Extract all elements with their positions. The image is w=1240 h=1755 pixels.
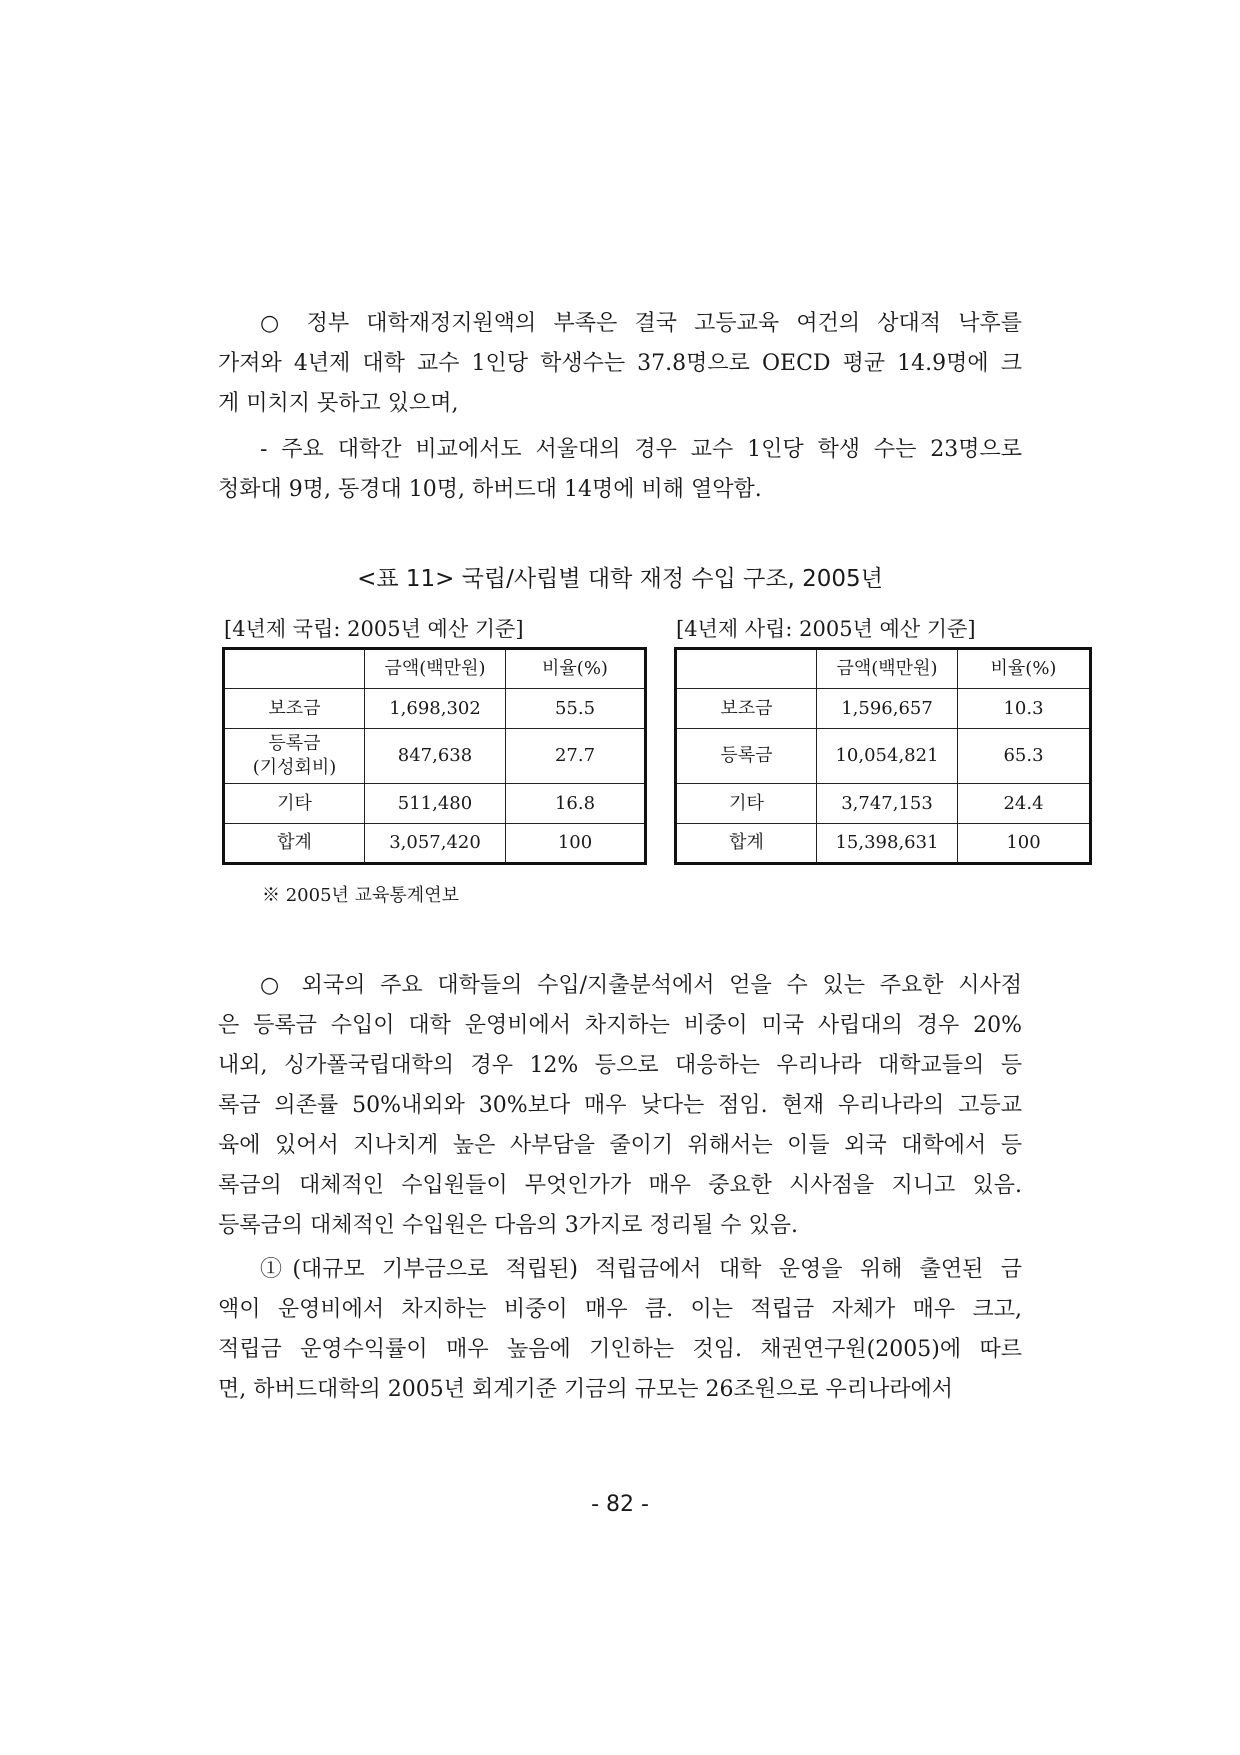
header-cell [224,649,365,689]
text-line: 가져와 4년제 대학 교수 1인당 학생수는 37.8명으로 OECD 평균 14.9명에 크 [218,351,1022,376]
text-line: 등록금의 대체적인 수입원은 다음의 3가지로 정리될 수 있음. [218,1213,798,1238]
text-line: 면, 하버드대학의 2005년 회계기준 기금의 규모는 26조원으로 우리나라에서 [218,1377,953,1402]
row-label: 등록금 [676,729,817,784]
amount-cell: 1,596,657 [817,689,958,729]
row-label: 합계 [224,824,365,864]
ratio-cell: 16.8 [506,784,646,824]
amount-cell: 847,638 [365,729,506,784]
text-line: ○ 외국의 주요 대학들의 수입/지출분석에서 얻을 수 있는 주요한 시사점 [260,973,1022,998]
table-caption: <표 11> 국립/사립별 대학 재정 수입 구조, 2005년 [357,566,883,592]
row-label-main: 등록금 [268,733,321,754]
text-line: 게 미치지 못하고 있으며, [218,391,459,416]
row-label-sub: (기성회비) [252,757,337,778]
amount-cell: 511,480 [365,784,506,824]
text-line: 록금 의존률 50%내외와 30%보다 매우 낮다는 점임. 현재 우리나라의 고등교 [218,1093,1022,1118]
table-header-row [224,649,646,689]
row-label: 보조금 [224,689,365,729]
text-line: - 주요 대학간 비교에서도 서울대의 경우 교수 1인당 학생 수는 23명으로 [260,437,1022,462]
row-label: 기타 [224,784,365,824]
table-private [674,647,1092,865]
table-row [224,824,646,864]
amount-cell: 3,057,420 [365,824,506,864]
paragraph-1 [218,304,1022,424]
header-cell [676,649,817,689]
ratio-cell: 100 [958,824,1091,864]
table-row [676,824,1091,864]
table-national [222,647,647,865]
text-line: 적립금 운영수익률이 매우 높음에 기인하는 것임. 채권연구원(2005)에 따르 [218,1337,1022,1362]
page-number: - 82 - [591,1492,649,1517]
text-line: 청화대 9명, 동경대 10명, 하버드대 14명에 비해 열악함. [218,477,762,502]
source-note: ※ 2005년 교육통계연보 [262,885,459,906]
row-label: 기타 [676,784,817,824]
table-left-subcaption: [4년제 국립: 2005년 예산 기준] [224,617,524,641]
ratio-cell: 24.4 [958,784,1091,824]
text-line: 액이 운영비에서 차지하는 비중이 매우 큼. 이는 적립금 자체가 매우 크고, [218,1297,1022,1322]
ratio-cell: 55.5 [506,689,646,729]
paragraph-3 [218,966,1022,1246]
table-row [676,689,1091,729]
ratio-cell: 10.3 [958,689,1091,729]
text-line: ○ 정부 대학재정지원액의 부족은 결국 고등교육 여건의 상대적 낙후를 [260,311,1022,336]
paragraph-4 [218,1250,1022,1410]
amount-cell: 1,698,302 [365,689,506,729]
row-label: 합계 [676,824,817,864]
ratio-cell: 65.3 [958,729,1091,784]
header-cell: 금액(백만원) [817,649,958,689]
text-line: ①(대규모 기부금으로 적립된) 적립금에서 대학 운영을 위해 출연된 금 [260,1257,1022,1282]
amount-cell: 3,747,153 [817,784,958,824]
text-line: 내외, 싱가폴국립대학의 경우 12% 등으로 대응하는 우리나라 대학교들의 등 [218,1053,1022,1078]
header-cell: 금액(백만원) [365,649,506,689]
amount-cell: 15,398,631 [817,824,958,864]
text-line: 록금의 대체적인 수입원들이 무엇인가가 매우 중요한 시사점을 지니고 있음. [218,1173,1022,1198]
row-label: 보조금 [676,689,817,729]
header-cell: 비율(%) [958,649,1091,689]
table-row [676,729,1091,784]
text-line: 은 등록금 수입이 대학 운영비에서 차지하는 비중이 미국 사립대의 경우 20% [218,1013,1022,1038]
header-cell: 비율(%) [506,649,646,689]
table-row [676,784,1091,824]
table-row [224,784,646,824]
table-row [224,729,646,784]
amount-cell: 10,054,821 [817,729,958,784]
text-line: 육에 있어서 지나치게 높은 사부담을 줄이기 위해서는 이들 외국 대학에서 등 [218,1133,1022,1158]
paragraph-2 [218,430,1022,510]
ratio-cell: 27.7 [506,729,646,784]
row-label [224,729,365,784]
table-row [224,689,646,729]
ratio-cell: 100 [506,824,646,864]
table-header-row [676,649,1091,689]
table-right-subcaption: [4년제 사립: 2005년 예산 기준] [676,617,976,641]
